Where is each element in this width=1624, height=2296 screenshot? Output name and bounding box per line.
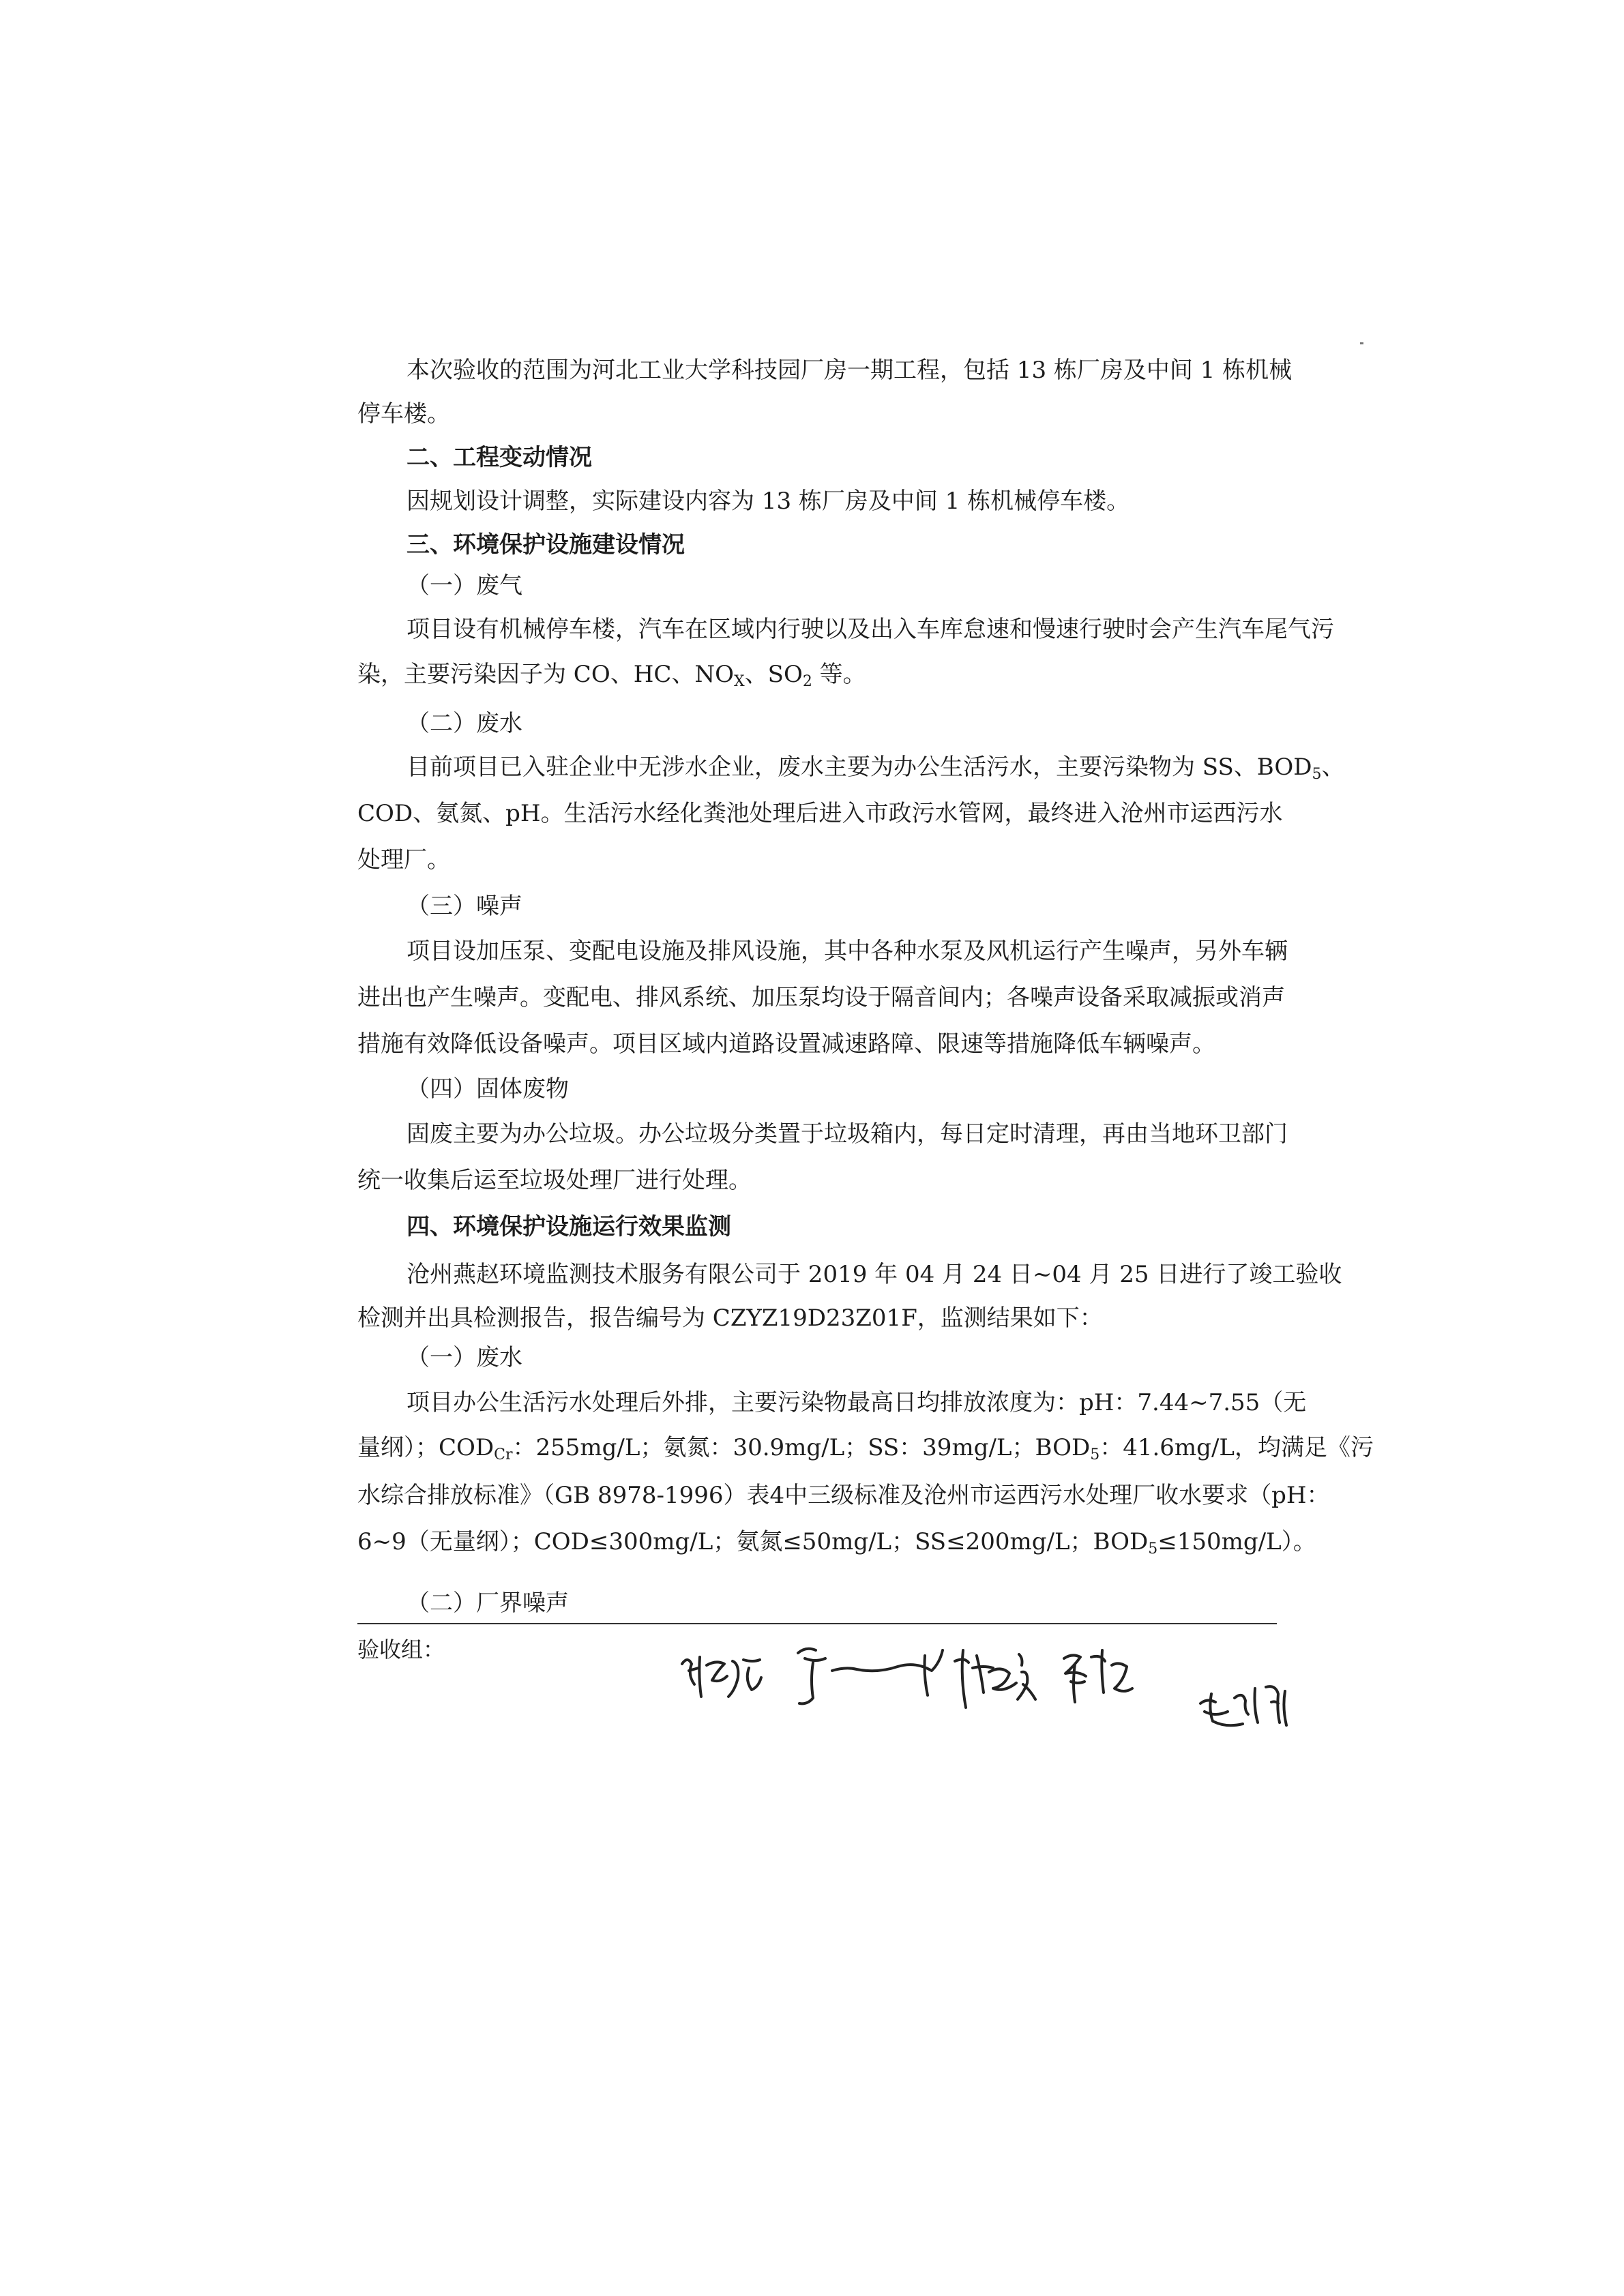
exhaust-paragraph-line-1: 项目设有机械停车楼，汽车在区域内行驶以及出入车库怠速和慢速行驶时会产生汽车尾气污 (407, 616, 1334, 643)
monitoring-paragraph-line-2: 检测并出具检测报告，报告编号为 CZYZ19D23Z01F，监测结果如下： (357, 1304, 1103, 1332)
signature-3 (955, 1650, 1035, 1708)
section-heading-2: 二、工程变动情况 (407, 444, 592, 471)
results-paragraph-line-2: 量纲）；$COD_{Cr}$：255mg/L；氨氮：30.9mg/L；SS：39mg/L；$BOD_5$：41.6mg/L，均满足《污 (357, 1434, 1374, 1463)
noise-paragraph-line-2: 进出也产生噪声。变配电、排风系统、加压泵均设于隔音间内；各噪声设备采取减振或消声 (357, 984, 1285, 1011)
subsection-exhaust-gas: （一）废气 (407, 572, 522, 599)
results-paragraph-line-4: 6~9（无量纲）；COD≤300mg/L；氨氮≤50mg/L；SS≤200mg/L；$BOD_5\le 150mg/L$）。 (357, 1528, 1316, 1557)
noise-paragraph-line-3: 措施有效降低设备噪声。项目区域内道路设置减速路障、限速等措施降低车辆噪声。 (357, 1030, 1215, 1058)
scan-speck (1360, 342, 1363, 344)
acceptance-group-label: 验收组： (357, 1637, 445, 1663)
subsection-noise: （三）噪声 (407, 893, 522, 920)
noise-paragraph-line-1: 项目设加压泵、变配电设施及排风设施，其中各种水泵及风机运行产生噪声，另外车辆 (407, 938, 1288, 965)
signature-2 (798, 1649, 943, 1704)
solid-waste-paragraph-line-2: 统一收集后运至垃圾处理厂进行处理。 (357, 1167, 752, 1194)
signature-4 (1064, 1650, 1132, 1702)
wastewater-paragraph-line-3: 处理厂。 (357, 846, 450, 874)
handwritten-signatures (668, 1623, 1323, 1759)
results-paragraph-line-1: 项目办公生活污水处理后外排，主要污染物最高日均排放浓度为：pH：7.44~7.55（无 (407, 1389, 1307, 1416)
wastewater-paragraph-line-2: COD、氨氮、pH。生活污水经化粪池处理后进入市政污水管网，最终进入沧州市运西污水 (357, 800, 1283, 827)
signature-1 (682, 1657, 761, 1697)
solid-waste-paragraph-line-1: 固废主要为办公垃圾。办公垃圾分类置于垃圾箱内，每日定时清理，再由当地环卫部门 (407, 1120, 1288, 1148)
subsection-solid-waste: （四）固体废物 (407, 1075, 569, 1103)
exhaust-paragraph-line-2: 染，主要污染因子为 CO、HC、$NO_X$、$SO_2$ 等。 (357, 661, 866, 690)
signature-5 (1200, 1686, 1286, 1725)
subsection-wastewater: （二）废水 (407, 710, 522, 737)
subsection-boundary-noise: （二）厂界噪声 (407, 1590, 569, 1617)
monitoring-paragraph-line-1: 沧州燕赵环境监测技术服务有限公司于 2019 年 04 月 24 日~04 月 25 日进行了竣工验收 (407, 1261, 1342, 1288)
subsection-wastewater-results: （一）废水 (407, 1344, 522, 1371)
scope-paragraph-line-2: 停车楼。 (357, 400, 450, 428)
section-heading-3: 三、环境保护设施建设情况 (407, 531, 685, 558)
scope-paragraph-line-1: 本次验收的范围为河北工业大学科技园厂房一期工程，包括 13 栋厂房及中间 1 栋机械 (407, 357, 1293, 384)
results-paragraph-line-3: 水综合排放标准》（GB 8978-1996）表4中三级标准及沧州市运西污水处理厂收水要求（pH： (357, 1482, 1330, 1509)
change-paragraph: 因规划设计调整，实际建设内容为 13 栋厂房及中间 1 栋机械停车楼。 (407, 488, 1130, 515)
wastewater-paragraph-line-1: 目前项目已入驻企业中无涉水企业，废水主要为办公生活污水，主要污染物为 SS、$BOD_5$、 (407, 754, 1345, 783)
section-heading-4: 四、环境保护设施运行效果监测 (407, 1213, 731, 1240)
